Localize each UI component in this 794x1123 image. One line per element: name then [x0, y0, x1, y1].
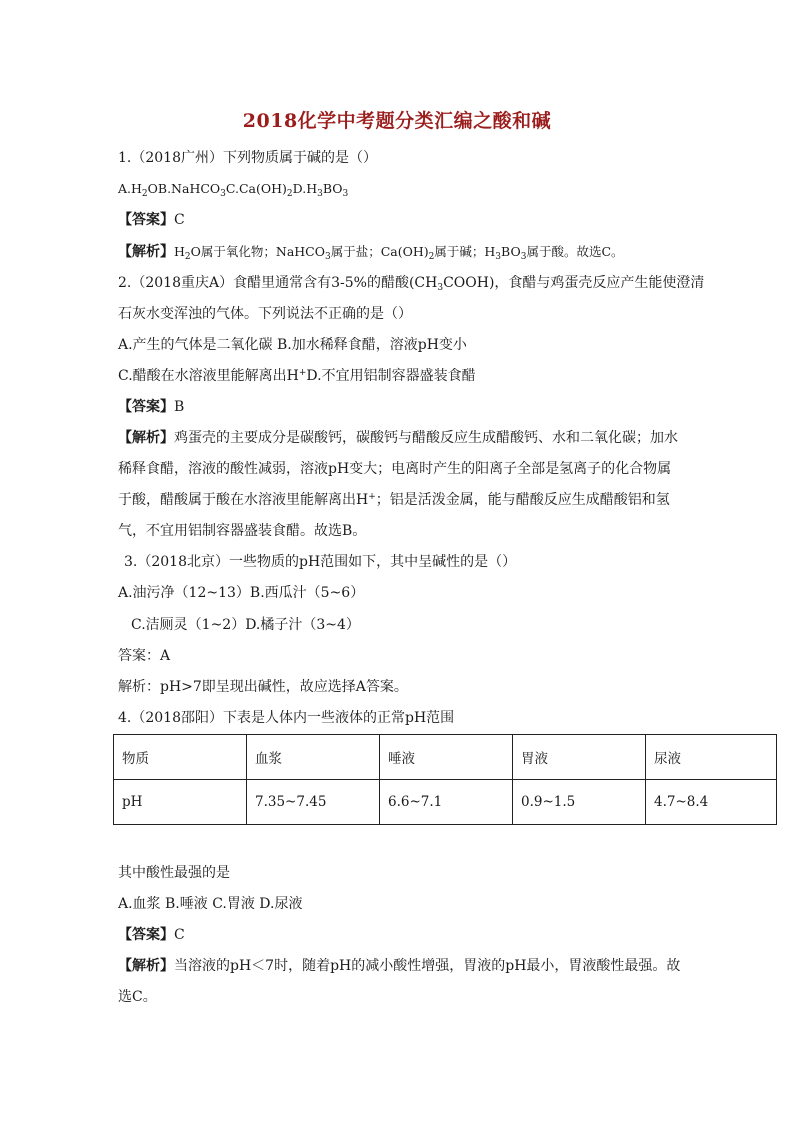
- question-4-stem: 4.（2018邵阳）下表是人体内一些液体的正常pH范围: [118, 710, 455, 726]
- question-2-stem-line-1: 2.（2018重庆A）食醋里通常含有3-5%的醋酸$(CH_3COOH)$，食醋与鸡蛋壳反应产生能使澄清: [118, 275, 705, 293]
- question-3-analysis: 解析：pH>7即呈现出碱性，故应选择A答案。: [118, 679, 408, 695]
- question-4-answer: 【答案】C: [118, 927, 185, 943]
- table-cell: 胃液: [513, 735, 646, 780]
- table-header-row: [114, 735, 777, 780]
- question-2-stem-line-2: 石灰水变浑浊的气体。下列说法不正确的是（）: [118, 306, 412, 322]
- table-cell: 4.7~8.4: [646, 780, 777, 825]
- question-2-analysis-line-2: 稀释食醋，溶液的酸性减弱，溶液pH变大；电离时产生的阳离子全部是氢离子的化合物属: [118, 461, 672, 477]
- table-cell: 尿液: [646, 735, 777, 780]
- question-2-options-cd: C.醋酸在水溶液里能解离出H+D.不宜用铝制容器盛装食醋: [118, 368, 476, 384]
- question-3-stem: 3.（2018北京）一些物质的pH范围如下，其中呈碱性的是（）: [124, 554, 517, 570]
- table-cell: pH: [114, 780, 247, 825]
- question-4-options: A.血浆 B.唾液 C.胃液 D.尿液: [118, 896, 303, 912]
- ph-range-table: [113, 734, 777, 825]
- question-1-options: $A.H_2OB.NaHCO_3C.Ca(OH)_2D.H_3BO_3$: [118, 181, 349, 199]
- table-cell: 唾液: [380, 735, 513, 780]
- question-2-options-ab: A.产生的气体是二氧化碳 B.加水稀释食醋，溶液pH变小: [118, 337, 467, 353]
- question-3-options-cd: C.洁厕灵（1~2）D.橘子汁（3~4）: [131, 617, 360, 633]
- table-cell: 0.9~1.5: [513, 780, 646, 825]
- question-3-options-ab: A.油污净（12~13）B.西瓜汁（5~6）: [118, 585, 365, 601]
- table-cell: 物质: [114, 735, 247, 780]
- question-1-answer: 【答案】C: [118, 212, 185, 228]
- question-4-question: 其中酸性最强的是: [118, 865, 230, 881]
- table-row: [114, 780, 777, 825]
- table-cell: 7.35~7.45: [247, 780, 380, 825]
- table-cell: 血浆: [247, 735, 380, 780]
- question-2-answer: 【答案】B: [118, 399, 185, 415]
- question-1-analysis: 【解析】$H_2O$属于氧化物；NaHCO$_3$属于盐；$Ca(OH)_2$属于碱；$H_3BO_3$属于酸。故选C。: [118, 244, 624, 262]
- question-2-analysis-line-1: 【解析】鸡蛋壳的主要成分是碳酸钙，碳酸钙与醋酸反应生成醋酸钙、水和二氧化碳；加水: [118, 430, 678, 446]
- table-cell: 6.6~7.1: [380, 780, 513, 825]
- question-2-analysis-line-4: 气，不宜用铝制容器盛装食醋。故选B。: [118, 523, 367, 539]
- question-1-stem: 1.（2018广州）下列物质属于碱的是（）: [118, 150, 377, 166]
- question-4-analysis-line-1: 【解析】当溶液的pH＜7时，随着pH的减小酸性增强，胃液的pH最小，胃液酸性最强。故: [118, 958, 681, 974]
- question-3-answer: 答案：A: [118, 648, 171, 664]
- question-4-analysis-line-2: 选C。: [118, 989, 157, 1005]
- question-2-analysis-line-3: 于酸，醋酸属于酸在水溶液里能解离出H+；铝是活泼金属，能与醋酸反应生成醋酸铝和氢: [118, 492, 670, 508]
- page-title: 2018化学中考题分类汇编之酸和碱: [242, 110, 552, 132]
